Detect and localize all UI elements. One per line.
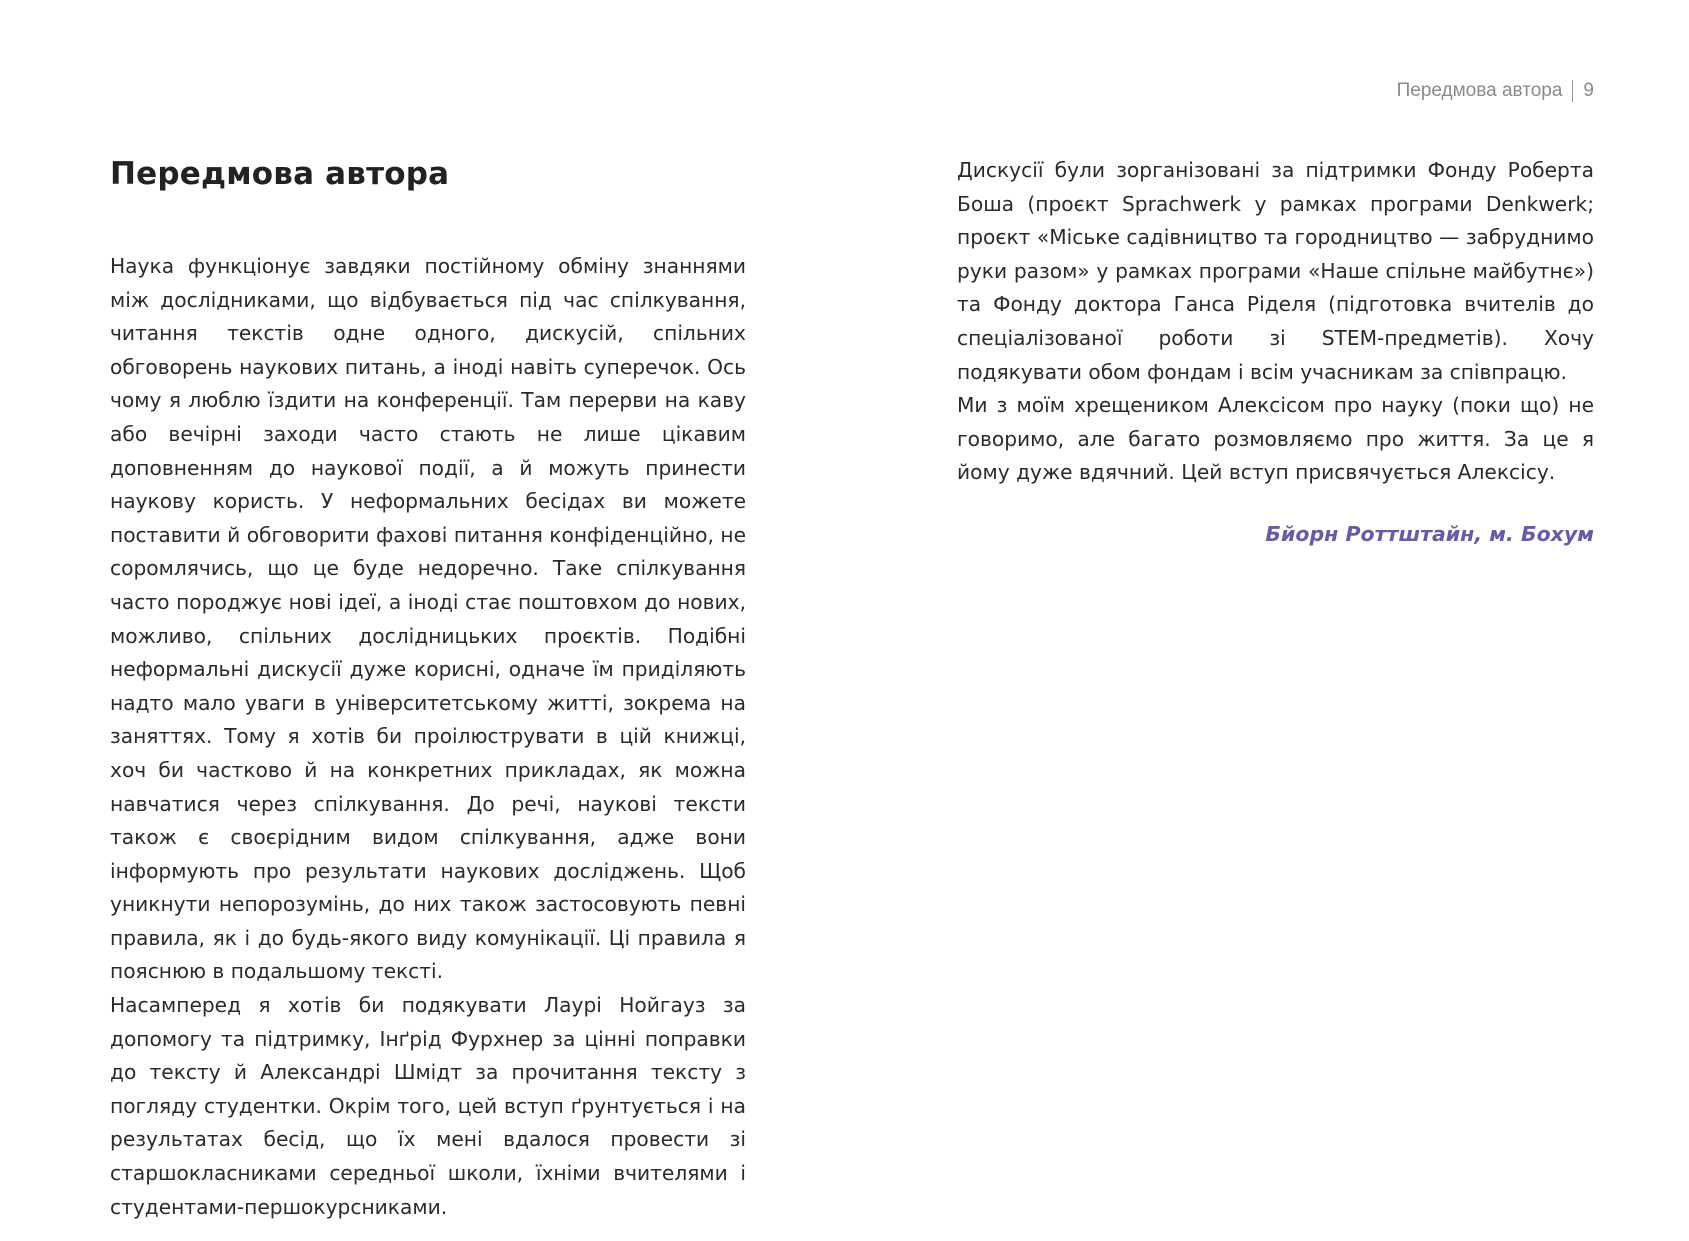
author-signature: Бйорн Роттштайн, м. Бохум — [1265, 522, 1594, 546]
running-header — [1397, 80, 1594, 102]
left-text-block — [110, 250, 746, 1224]
running-header-divider — [1572, 80, 1573, 102]
paragraph-intro: Наука функціонує завдяки постійному обміну знаннями між дослідниками, що відбувається під час спілкування, читання текстів одне одного, дискусій, спільних обговорень наукових питань, а іноді навіть суперечок. Ось чому я люблю їздити на конференції. Там перерви на каву або вечірні заходи часто стають не лише цікавим доповненням до наукової події, а й можуть принести наукову користь. У неформальних бесідах ви можете поставити й обговорити фахові питання конфіденційно, не соромлячись, що це буде недоречно. Таке спілкування часто породжує нові ідеї, а іноді стає поштовхом до нових, можливо, спільних дослідницьких проєктів. Подібні неформальні дискусії дуже корисні, одначе їм приділяють надто мало уваги в університетському житті, зокрема на заняттях. Тому я хотів би проілюструвати в цій книжці, хоч би частково й на конкретних прикладах, як можна навчатися через спілкування. До речі, наукові тексти також є своєрідним видом спілкування, адже вони інформують про результати наукових досліджень. Щоб уникнути непорозумінь, до них також застосовують певні правила, як і до будь-якого виду комунікації. Ці правила я пояснюю в подальшому тексті. — [110, 254, 746, 984]
right-text-block — [957, 154, 1594, 490]
page-title: Передмова автора — [110, 156, 450, 192]
running-header-section: Передмова автора — [1396, 80, 1563, 101]
paragraph-funding: Дискусії були зорганізовані за підтримки Фонду Роберта Боша (проєкт Sprachwerk у рамках програми Denkwerk; проєкт «Міське садівництво та городництво — забруднимо руки разом» у рамках програми «Наше спільне майбутнє») та Фонду доктора Ганса Ріделя (підготовка вчителів до спеціалізованої роботи зі STEM-предметів). Хочу подякувати обом фондам і всім учасникам за співпрацю. — [957, 158, 1594, 384]
paragraph-acknowledgements: Насамперед я хотів би подякувати Лаурі Нойгауз за допомогу та підтримку, Інґрід Фурхнер за цінні поправки до тексту й Александрі Шмідт за прочитання тексту з погляду студентки. Окрім того, цей вступ ґрунтується і на результатах бесід, що їх мені вдалося провести зі старшокласниками середньої школи, їхніми вчителями і студентами-першокурсниками. — [110, 993, 746, 1219]
paragraph-dedication: Ми з моїм хрещеником Алексісом про науку (поки що) не говоримо, але багато розмовляємо про життя. За це я йому дуже вдячний. Цей вступ присвячується Алексісу. — [957, 393, 1594, 485]
page-number: 9 — [1583, 80, 1594, 101]
